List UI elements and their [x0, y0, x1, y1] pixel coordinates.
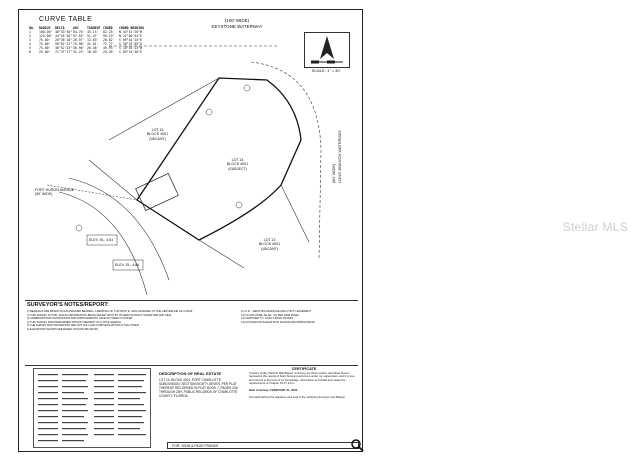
curve-table-cell: 1	[29, 30, 31, 34]
surveyor-note: 11) U.D. - DENOTES DRAINAGE AND UTILITY EASEMENT	[241, 310, 311, 313]
lot-status: (VACANT)	[149, 136, 166, 141]
curve-table-cell: 26.48'	[87, 46, 99, 50]
road-width: (50' WIDE)	[35, 192, 53, 197]
zoom-icon[interactable]	[350, 438, 364, 452]
watermark-logo: Stellar MLS	[562, 220, 628, 234]
curve-table-cell: 82.25'	[103, 30, 115, 34]
curve-table-cell: 41.61'	[87, 42, 99, 46]
curve-table-cell: 75.00'	[39, 38, 51, 42]
curve-table-cell: 6	[29, 50, 31, 54]
survey-sheet	[18, 9, 363, 452]
surveyor-note: 2) THIS SURVEY IS VOID, AND AN INFORMATION BEING RELIED UPON BY OTHERS WITHOUT SIGNATURE AND SEAL	[27, 313, 172, 317]
curve-table-cell: 97.65'	[73, 34, 85, 38]
curve-col-header: RADIUS	[39, 26, 51, 30]
curve-table-cell: 29.26'	[103, 50, 115, 54]
curve-table-cell: 5	[29, 46, 31, 50]
curve-table-cell: 95.19'	[103, 34, 115, 38]
lot-15-label	[147, 128, 168, 141]
road-label	[35, 188, 74, 197]
section-divider	[25, 300, 358, 301]
side-waterway-name: LONG BRANCH WATERWAY	[337, 130, 342, 184]
curve-table-cell: 4	[29, 42, 31, 46]
curve-table-cell: 49.93'	[103, 46, 115, 50]
curve-col-header: DELTA	[55, 26, 65, 30]
curve-col-header: NO.	[29, 26, 35, 30]
survey-date: Date of Survey: FEBRUARY 21, 2022	[249, 387, 298, 392]
curve-table-cell: S 69°44'25"E	[119, 38, 143, 42]
curve-table-cell: 38°52'53"	[55, 46, 73, 50]
curve-table-cell: S 89°14'46"E	[119, 50, 143, 54]
lot-number: LOT 13	[263, 238, 276, 242]
lot-block: BLOCK 4001	[147, 132, 169, 137]
curve-table-cell: 48°33'50"	[55, 30, 73, 34]
lot-status: (SUBJECT)	[228, 166, 247, 171]
curve-table-title: CURVE TABLE	[39, 16, 93, 23]
lot-number: LOT 15	[151, 128, 164, 132]
surveyor-note: 3) UNDERGROUND FOUNDATIONS AND IMPROVEMENTS HAVE NOT BEEN LOCATED	[27, 317, 133, 321]
scale-label: SCALE: 1" = 30'	[311, 68, 341, 73]
title-strip: FOR: JOHN & PAGE FRANKS	[167, 442, 359, 449]
surveyor-note: 14) FOUNDATION ELEVATIONS SHOWN ARE APPROXIMATE	[241, 320, 315, 324]
curve-table-cell: 75.00'	[39, 42, 51, 46]
curve-table-cell: 44°45'40"	[55, 34, 73, 38]
surveyor-notes-heading: SURVEYOR'S NOTES/REPORT:	[27, 302, 109, 308]
elevation-label: ELEV. EL. 4.66	[115, 263, 140, 267]
lot-status: (VACANT)	[261, 246, 278, 251]
curve-col-header: TANGENT	[87, 26, 101, 30]
curve-table-cell: N 43°51'26"W	[119, 30, 143, 34]
waterway-name: KEYSTONE WATERWAY	[211, 24, 263, 29]
curve-table-cell: 58°02'31"	[55, 42, 73, 46]
surveyor-note: 13) CERTIFIED TO: JOHN & PAGE FRANKS	[241, 317, 294, 321]
curve-table-cell: 50.90'	[73, 46, 85, 50]
elevation-label: ELEV. EL. 4.61	[89, 238, 114, 242]
description-body: LOT 14, BLOCK 4001, PORT CHARLOTTE SUBDIVISION, SECTION EIGHTY-SEVEN, PER PLAT THEREOF RECORDED IN PLAT BOOK 7, PAGES 23A THROUGH 23H, PUBLIC RECORDS OF CHARLOTTE COUNTY, FLORIDA.	[159, 378, 238, 398]
surveyor-note: 12) FLOOD ZONE: AE (EL. 10) PER FIRM PANEL	[241, 313, 300, 317]
curve-col-header: ARC	[73, 26, 79, 30]
curve-table-cell: 2	[29, 34, 31, 38]
curve-table-cell: S 18°55'23"W	[119, 46, 143, 50]
symbol-legend	[33, 368, 151, 448]
lot-number: LOT 14	[231, 158, 244, 162]
curve-table-cell: 51.47'	[87, 34, 99, 38]
curve-table-cell: 18.03'	[87, 50, 99, 54]
surveyor-note: 4) THIS SURVEY WAS PERFORMED WITHOUT BENEFIT OF A TITLE SEARCH	[27, 320, 122, 324]
curve-table-cell: 26.82'	[103, 38, 115, 42]
certificate-body: I hereby certify that this Map/Report of Survey as shown and/or described hereon represents the results of Field Surveys performed under my supervision, and it is true and correct to the best of my knowledge, information and belief and meets the requirements of Chapter 5J-17 F.A.C.	[249, 370, 355, 386]
curve-table-cell: 84.76'	[73, 30, 85, 34]
surveyor-note: 5) THE SURVEY MAP AND REPORT ARE NOT FULL AND COMPLETE WITHOUT THE OTHER	[27, 324, 139, 328]
lot-14-label	[227, 158, 248, 171]
curve-table-cell: 25.00'	[39, 50, 51, 54]
curve-table-cell: 20°36'10"	[55, 38, 73, 42]
certificate-footer: Not valid without the signature and seal of the certifying Surveyor and Mapper	[249, 394, 346, 399]
curve-table-cell: 75.98'	[73, 42, 85, 46]
curve-table-cell: 100.00'	[39, 30, 53, 34]
surveyor-notes-left	[27, 310, 227, 332]
side-waterway-width: (80' WIDE)	[331, 163, 336, 184]
real-estate-description	[159, 372, 243, 398]
lot-block: BLOCK 4001	[227, 162, 249, 167]
surveyor-notes-right	[241, 310, 359, 324]
curve-table-cell: 125.00'	[39, 34, 53, 38]
legend-symbols	[34, 369, 152, 449]
surveyor-note: 6) ELEVATIONS SHOWN ARE BASED ON NAVD 88 DATUM	[27, 327, 98, 331]
lot-block: BLOCK 4001	[259, 242, 281, 247]
curve-table-cell: 75.00'	[39, 46, 51, 50]
curve-table-cell: 31.25'	[73, 50, 85, 54]
curve-col-header: CHORD	[103, 26, 113, 30]
curve-table-cell: 13.63'	[87, 38, 99, 42]
curve-table-cell: 71°37'17"	[55, 50, 73, 54]
curve-table-cell: N 21°00'54"E	[119, 34, 143, 38]
curve-table-cell: 45.13'	[87, 30, 99, 34]
description-heading: DESCRIPTION OF REAL ESTATE	[159, 371, 222, 376]
plat-drawing	[19, 10, 364, 300]
certificate-heading: CERTIFICATE	[291, 367, 317, 371]
curve-table-cell: 3	[29, 38, 31, 42]
curve-table-cell: 72.77'	[103, 42, 115, 46]
road-name: FORT HURON AVENUE	[35, 188, 75, 192]
curve-table-cell: S 30°25'05"E	[119, 42, 143, 46]
curve-table-cell: 26.97'	[73, 38, 85, 42]
section-divider	[25, 365, 358, 366]
curve-col-header: CHORD BEARING	[119, 26, 144, 30]
certificate-block	[249, 368, 359, 399]
lot-13-label	[259, 238, 280, 251]
surveyor-note: 1) BEARINGS ARE BASED ON AN ASSUMED BEARING, A BEARING OF S 00°00'00" E, WAS ASSIGNED TO THE CENTERLINE OF CURVE	[27, 310, 193, 313]
waterway-width: (100' WIDE)	[224, 18, 250, 23]
